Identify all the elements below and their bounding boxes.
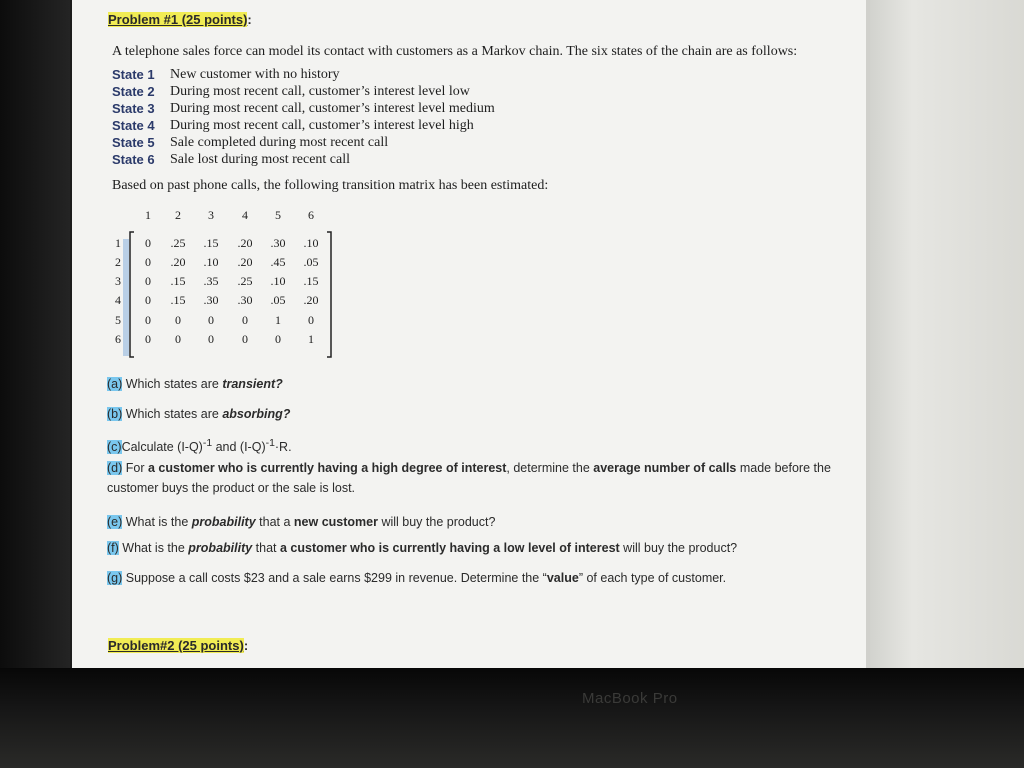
matrix-col-header: 2 [175, 208, 181, 222]
matrix-cell: .20 [170, 255, 186, 269]
matrix-col-header: 6 [308, 208, 314, 222]
matrix-row-header: 3 [115, 274, 121, 288]
matrix-cell: .15 [303, 274, 319, 288]
problem-1-title: Problem #1 (25 points): [108, 12, 252, 27]
matrix-row-header: 1 [115, 236, 121, 250]
matrix-cell: 0 [208, 332, 214, 346]
matrix-cell: 0 [175, 313, 181, 327]
matrix-cell: 0 [308, 313, 314, 327]
question-a: (a) Which states are transient? [107, 377, 283, 391]
matrix-cell: .35 [203, 274, 219, 288]
matrix-cell: 0 [242, 313, 248, 327]
question-c: (c)Calculate $(I-Q)^{-1}$ and $(I-Q)^{-1}\cdot R$. [107, 438, 292, 455]
matrix-cell: .05 [303, 255, 319, 269]
matrix-cell: 0 [242, 332, 248, 346]
question-g: (g) Suppose a call costs $23 and a sale earns $299 in revenue. Determine the “value” of each type of customer. [107, 571, 727, 585]
state-item: State 4 During most recent call, customer’s interest level high [112, 118, 474, 133]
matrix-cell: .20 [303, 293, 319, 307]
page-edge [866, 0, 870, 668]
matrix-cell: .20 [237, 236, 253, 250]
matrix-cell: 0 [145, 236, 151, 250]
matrix-col-header: 1 [145, 208, 151, 222]
matrix-cell: 0 [145, 313, 151, 327]
problem-intro: A telephone sales force can model its contact with customers as a Markov chain. The six states of the chain are as follows: [112, 44, 798, 59]
matrix-cell: .30 [270, 236, 286, 250]
matrix-cell: 0 [208, 313, 214, 327]
matrix-cell: 0 [145, 274, 151, 288]
matrix-cell: .25 [170, 236, 186, 250]
matrix-right-bracket [327, 232, 331, 357]
matrix-cell: 0 [145, 293, 151, 307]
state-item: State 1 New customer with no history [112, 67, 340, 82]
question-d: (d) For a customer who is currently having a high degree of interest, determine the average number of calls made before the customer buys the product or the sale is lost. [107, 461, 831, 495]
matrix-cell: 0 [175, 332, 181, 346]
matrix-cell: .30 [203, 293, 219, 307]
matrix-row-header: 6 [115, 332, 121, 346]
matrix-row-header: 5 [115, 313, 121, 327]
question-e: (e) What is the probability that a new customer will buy the product? [107, 515, 496, 529]
matrix-cell: 0 [275, 332, 281, 346]
state-item: State 3 During most recent call, customer’s interest level medium [112, 101, 495, 116]
matrix-cell: .15 [203, 236, 219, 250]
matrix-cell: .10 [270, 274, 286, 288]
matrix-cell: .20 [237, 255, 253, 269]
matrix-cell: .10 [203, 255, 219, 269]
matrix-left-bracket [130, 232, 134, 357]
question-f: (f) What is the probability that a customer who is currently having a low level of interest will buy the product? [107, 541, 738, 555]
matrix-cell: .25 [237, 274, 253, 288]
screen-right-margin [864, 0, 1024, 690]
matrix-cell: 0 [145, 332, 151, 346]
state-item: State 5 Sale completed during most recent call [112, 135, 389, 150]
laptop-brand-label: MacBook Pro [582, 690, 678, 707]
state-item: State 2 During most recent call, customer’s interest level low [112, 84, 470, 99]
matrix-cell: .30 [237, 293, 253, 307]
row-header-highlight [123, 239, 129, 356]
problem-2-title: Problem#2 (25 points): [108, 638, 249, 653]
matrix-row-header: 4 [115, 293, 121, 307]
matrix-cell: .05 [270, 293, 286, 307]
matrix-col-header: 4 [242, 208, 248, 222]
matrix-col-header: 5 [275, 208, 281, 222]
state-list [112, 66, 495, 168]
matrix-row-header: 2 [115, 255, 121, 269]
matrix-cell: 0 [145, 255, 151, 269]
screen-left-bezel [0, 0, 70, 690]
transition-matrix [100, 200, 350, 362]
matrix-cell: .10 [303, 236, 319, 250]
matrix-cell: 1 [308, 332, 314, 346]
state-item: State 6 Sale lost during most recent call [112, 152, 351, 167]
matrix-cell: .15 [170, 293, 186, 307]
matrix-intro: Based on past phone calls, the following transition matrix has been estimated: [112, 178, 549, 193]
question-b: (b) Which states are absorbing? [107, 407, 291, 421]
matrix-col-header: 3 [208, 208, 214, 222]
matrix-cell: 1 [275, 313, 281, 327]
laptop-bottom-bezel [0, 668, 1024, 768]
matrix-cell: .45 [270, 255, 286, 269]
matrix-cell: .15 [170, 274, 186, 288]
